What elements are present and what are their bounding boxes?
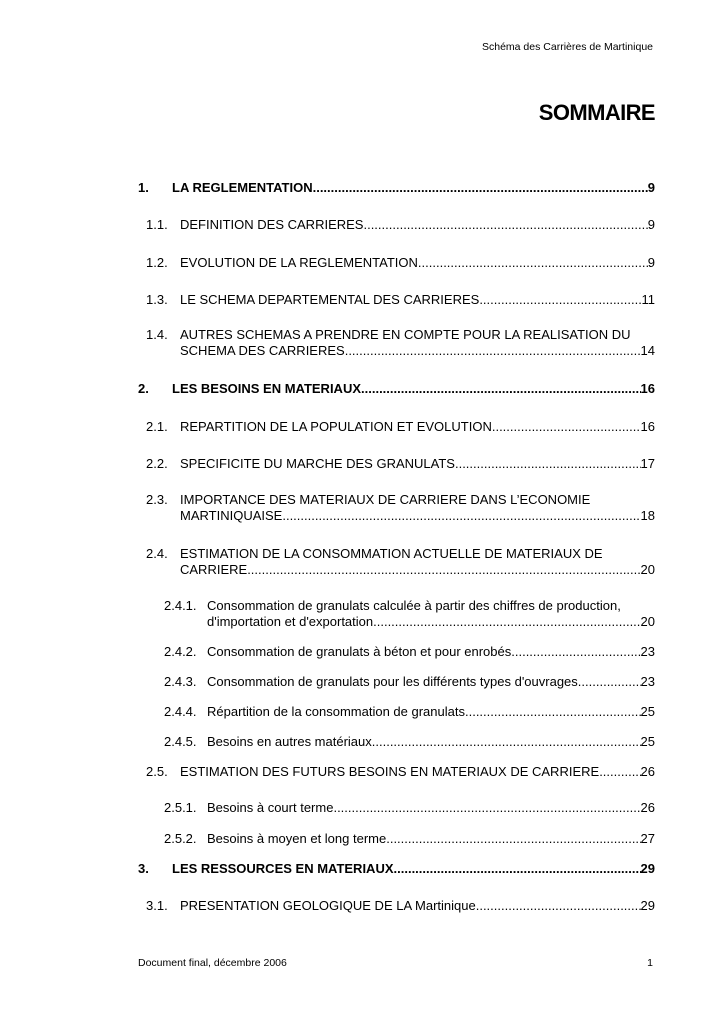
dot-leader <box>479 292 641 308</box>
toc-entry-number: 2.4.2. <box>164 644 197 659</box>
toc-entry[interactable] <box>146 419 655 435</box>
toc-entry-title: EVOLUTION DE LA REGLEMENTATION <box>180 255 418 270</box>
toc-entry[interactable] <box>146 492 655 524</box>
toc-entry-page: 25 <box>640 734 655 749</box>
dot-leader <box>492 419 641 435</box>
toc-entry[interactable] <box>164 800 655 816</box>
dot-leader <box>333 800 640 816</box>
toc-entry-number: 1. <box>138 180 149 195</box>
toc-entry-number: 2.3. <box>146 492 168 507</box>
toc-entry-title: Besoins à court terme <box>207 800 334 815</box>
toc-entry-title: DEFINITION DES CARRIERES <box>180 217 364 232</box>
dot-leader <box>282 508 640 524</box>
toc-entry-page: 9 <box>647 217 655 232</box>
toc-entry-number: 1.4. <box>146 327 168 342</box>
toc-entry[interactable] <box>146 217 655 233</box>
toc-entry-page: 25 <box>640 704 655 719</box>
toc-entry-number: 2.5. <box>146 764 168 779</box>
toc-entry-page: 23 <box>640 674 655 689</box>
toc-entry[interactable] <box>164 598 655 630</box>
toc-entry[interactable] <box>164 831 655 847</box>
dot-leader <box>247 562 640 578</box>
toc-entry-title: LE SCHEMA DEPARTEMENTAL DES CARRIERES <box>180 292 480 307</box>
toc-entry-page: 26 <box>640 800 655 815</box>
toc-entry-title: Répartition de la consommation de granulats <box>207 704 465 719</box>
toc-entry[interactable] <box>164 734 655 750</box>
toc-entry-title: LA REGLEMENTATION <box>172 180 313 195</box>
toc-entry-page: 29 <box>640 861 655 876</box>
toc-entry-title-line: ESTIMATION DE LA CONSOMMATION ACTUELLE DE MATERIAUX DE <box>180 546 603 561</box>
toc-entry-title: LES RESSOURCES EN MATERIAUX <box>172 861 394 876</box>
toc-entry-title: d'importation et d'exportation <box>207 614 374 629</box>
toc-entry-title: Besoins en autres matériaux <box>207 734 372 749</box>
toc-entry-number: 2.1. <box>146 419 168 434</box>
toc-entry[interactable] <box>146 292 655 308</box>
toc-entry[interactable] <box>146 764 655 780</box>
toc-entry-page: 14 <box>640 343 655 358</box>
toc-entry-page: 20 <box>640 614 655 629</box>
toc-entry-title: Consommation de granulats pour les différents types d'ouvrages <box>207 674 578 689</box>
dot-leader <box>386 831 640 847</box>
toc-entry-title: ESTIMATION DES FUTURS BESOINS EN MATERIAUX DE CARRIERE <box>180 764 600 779</box>
toc-entry-title-line: IMPORTANCE DES MATERIAUX DE CARRIERE DANS L’ECONOMIE <box>180 492 591 507</box>
toc-entry[interactable] <box>138 861 655 877</box>
toc-entry-page: 20 <box>640 562 655 577</box>
toc-entry-number: 1.3. <box>146 292 168 307</box>
toc-entry-title: CARRIERE <box>180 562 248 577</box>
toc-entry-number: 2.4.5. <box>164 734 197 749</box>
toc-entry-number: 2.2. <box>146 456 168 471</box>
dot-leader <box>363 217 647 233</box>
dot-leader <box>511 644 640 660</box>
toc-entry-page: 17 <box>640 456 655 471</box>
toc-entry-page: 11 <box>641 292 655 307</box>
toc-entry-title: MARTINIQUAISE <box>180 508 283 523</box>
toc-entry-number: 3. <box>138 861 149 876</box>
toc-entry-title-line: AUTRES SCHEMAS A PRENDRE EN COMPTE POUR LA REALISATION DU <box>180 327 631 342</box>
toc-entry-number: 3.1. <box>146 898 168 913</box>
toc-entry-page: 23 <box>640 644 655 659</box>
dot-leader <box>394 861 641 877</box>
toc-entry[interactable] <box>146 255 655 271</box>
toc-entry-page: 16 <box>640 381 655 396</box>
toc-entry-number: 2.4.3. <box>164 674 197 689</box>
toc-entry[interactable] <box>164 644 655 660</box>
dot-leader <box>313 180 648 196</box>
toc-entry-page: 9 <box>647 180 655 195</box>
toc-entry-title: LES BESOINS EN MATERIAUX <box>172 381 362 396</box>
running-header: Schéma des Carrières de Martinique <box>482 41 653 53</box>
toc-entry-number: 2.4.1. <box>164 598 197 613</box>
toc-entry-number: 2.5.1. <box>164 800 197 815</box>
footer-page-number: 1 <box>647 957 653 969</box>
toc-entry[interactable] <box>164 704 655 720</box>
toc-entry-page: 29 <box>640 898 655 913</box>
dot-leader <box>578 674 641 690</box>
toc-entry-title: Besoins à moyen et long terme <box>207 831 387 846</box>
toc-entry-number: 1.2. <box>146 255 168 270</box>
toc-entry-page: 18 <box>640 508 655 523</box>
toc-entry-number: 2.4. <box>146 546 168 561</box>
dot-leader <box>345 343 641 359</box>
toc-entry-title-line: Consommation de granulats calculée à partir des chiffres de production, <box>207 598 621 613</box>
dot-leader <box>476 898 641 914</box>
dot-leader <box>418 255 648 271</box>
toc-entry-title: REPARTITION DE LA POPULATION ET EVOLUTION <box>180 419 492 434</box>
toc-entry[interactable] <box>164 674 655 690</box>
footer-document-status: Document final, décembre 2006 <box>138 957 287 969</box>
toc-entry[interactable] <box>146 546 655 578</box>
toc-entry-title: SPECIFICITE DU MARCHE DES GRANULATS <box>180 456 455 471</box>
dot-leader <box>599 764 640 780</box>
toc-entry-number: 2. <box>138 381 149 396</box>
toc-entry-title: Consommation de granulats à béton et pour enrobés <box>207 644 512 659</box>
dot-leader <box>465 704 641 720</box>
toc-entry-number: 1.1. <box>146 217 168 232</box>
toc-entry-title: PRESENTATION GEOLOGIQUE DE LA Martinique <box>180 898 476 913</box>
toc-entry-page: 27 <box>640 831 655 846</box>
toc-entry-title: SCHEMA DES CARRIERES <box>180 343 345 358</box>
dot-leader <box>373 614 640 630</box>
toc-entry-number: 2.5.2. <box>164 831 197 846</box>
toc-entry[interactable] <box>138 381 655 397</box>
dot-leader <box>372 734 641 750</box>
dot-leader <box>455 456 641 472</box>
toc-entry-page: 26 <box>640 764 655 779</box>
toc-entry-number: 2.4.4. <box>164 704 197 719</box>
page-title: SOMMAIRE <box>538 100 655 125</box>
toc-entry[interactable] <box>146 456 655 472</box>
toc-entry[interactable] <box>146 327 655 359</box>
dot-leader <box>361 381 641 397</box>
toc-entry-page: 16 <box>640 419 655 434</box>
toc-entry[interactable] <box>146 898 655 914</box>
toc-entry[interactable] <box>138 180 655 196</box>
toc-entry-page: 9 <box>647 255 655 270</box>
